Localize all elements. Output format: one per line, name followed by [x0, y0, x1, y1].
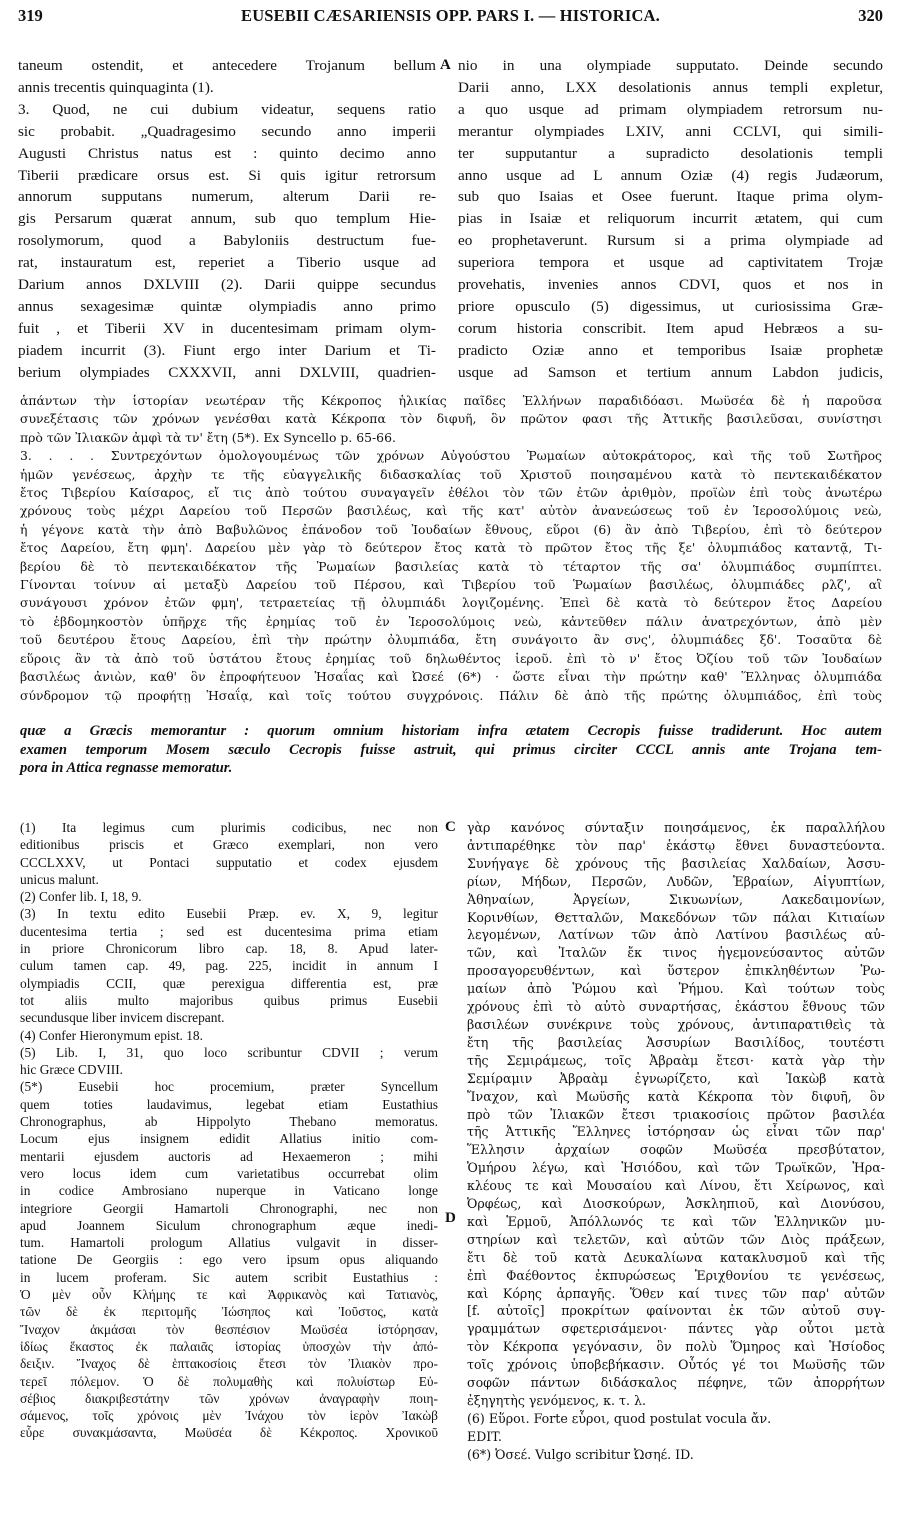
note-line: in lucem proferam. Sic autem scribit Eustathius : — [20, 1269, 438, 1285]
latin-translation-block — [20, 722, 882, 778]
note-line: in codice Ambrosiano nuperque in Vaticano longe — [20, 1183, 438, 1199]
note-line: ducentesima tertia ; sed est ducentesima prima etiam — [20, 923, 438, 939]
greek-line: συνάγουσι χρόνον ἐτῶν φμη', τετραετείας τῇ ὀλυμπιάδι λογιζομένης. Ἐπεὶ δὲ κατὰ τὸ δεύτερον ἔτος Δαρείου — [20, 595, 882, 611]
note-line: σέβιος διακριβεστάτην τῶν χρόνων ἀναγραφὴν ποιη- — [20, 1390, 438, 1406]
note-line: Ἴναχον ἀκμάσαι τὸν θεσπέσιον Μωϋσέα ἱστόρησαν, — [20, 1321, 438, 1337]
note-line: (1) Ita legimus cum plurimis codicibus, nec non — [20, 820, 438, 835]
note-line: Κορινθίων, Θετταλῶν, Μακεδόνων τῶν πάλαι Κιτιαίων — [467, 909, 885, 925]
note-line: CCCLXXV, ut Pontaci supputatio et codex ejusdem — [20, 854, 438, 870]
note-line: tot aliis multo majoribus quibus primus Eusebii — [20, 992, 438, 1008]
text-line: sic probabit. „Quadragesimo secundo anno imperii — [18, 122, 436, 140]
note-line: Ὁ μὲν οὖν Κλήμης τε καὶ Ἀφρικανὸς καὶ Τατιανὸς, — [20, 1287, 438, 1303]
text-line: rat, instauratum est, reperiet a Tiberio usque ad — [18, 254, 436, 272]
note-line: τοῖς χρόνοις ὑποβεβήκασιν. Οὗτός γέ τοι Μωϋσῆς τῶν — [467, 1357, 885, 1373]
greek-line: 3. . . . Συντρεχόντων ὁμολογουμένως τῶν χρόνων Αὐγούστου Ῥωμαίων αὐτοκράτορος, καὶ τῆς τοῦ Σωτῆρος — [20, 448, 882, 464]
greek-line: Γίνονται τοίνυν αἱ μεταξὺ Δαρείου τοῦ Πέρσου, καὶ Τιβερίου τοῦ Ῥωμαίων βασιλέως, ὀλυμπιάδες ρλζ', αἳ — [20, 577, 882, 593]
note-line: quem toties laudavimus, legebat etiam Eustathius — [20, 1096, 438, 1112]
text-line: corum historia conscribit. Item apud Hebræos a su- — [458, 319, 883, 337]
note-line: τῶν δὲ ἐκ περιτομῆς Ἰώσηπος καὶ Ἰοῦστος, κατὰ — [20, 1304, 438, 1320]
note-line: secundusque liber invicem discrepant. — [20, 1010, 225, 1026]
note-line: τὸν Κέκροπα γεγόνασιν, ὃν πολὺ Ὅμηρος καὶ Ἡσίοδος — [467, 1339, 885, 1355]
note-line: καὶ Κόρης ἁρπαγῆς. Ὅθεν καί τινες τῶν παρ' αὐτῶν — [467, 1285, 885, 1301]
translation-line: pora in Attica regnasse memoratur. — [20, 760, 233, 777]
page-number-right: 320 — [858, 6, 883, 25]
text-line: nio in una olympiade supputato. Deinde secundo — [458, 57, 883, 74]
text-line: annorum supputans numerum, alterum Darii re- — [18, 188, 436, 206]
translation-line: examen temporum Mosem sæculo Cecropis fuisse astruit, qui primus circiter CCCL annis ante Trojana tem- — [20, 741, 882, 758]
note-line: (6) Εὕροι. Forte εὗροι, quod postulat vocula ἄν. — [467, 1410, 772, 1426]
text-line: superiora tempora et usque ad captivitatem Trojæ — [458, 254, 883, 272]
note-line: ἰδίως ἕκαστος ἐκ παλαιᾶς ἱστορίας ὑποσχὼν τὴν ἀπό- — [20, 1338, 438, 1354]
footnotes-right-column — [467, 819, 885, 1464]
note-line: καὶ Ἑρμοῦ, Ἀπόλλωνός τε καὶ τῶν Ἑλληνικῶν μυ- — [467, 1213, 885, 1229]
greek-line: εὕροις ἂν τὰ ἀπὸ τοῦ ὑστάτου ἔτους ἐρημίας τοῦ δηλωθέντος ἱεροῦ. ἐπὶ τὸ ν' ἔτος Ὀζίου τοῦ τῶν Ἰουδαίων — [20, 650, 882, 666]
greek-line: ἡ γέγονε κατὰ τὴν ἀπὸ Βαβυλῶνος ἐπάνοδον τοῦ Ἰουδαίων ἔθνους, εὕροι (6) ἂν ἀπὸ Τιβερίου, ἐπὶ τὸ δεύτερον — [20, 521, 882, 537]
text-line: provehatis, invenies annos CDVI, quos et nos in — [458, 276, 883, 294]
note-line: (2) Confer lib. I, 18, 9. — [20, 889, 142, 905]
text-line: 3. Quod, ne cui dubium videatur, sequens ratio — [18, 100, 436, 118]
greek-line: τοῦ δευτέρου ἔτους Δαρείου, ἐπὶ τὴν πρώτην ὀλυμπιάδα, ἔτη συνάγοιτο ἂν σνς', ὀλυμπιάδες ξδ'. Τοσαῦτα δὲ — [20, 632, 882, 648]
note-line: apud Joannem Siculum chronographum æque inedi- — [20, 1217, 438, 1233]
note-line: τῆς Σεμιράμεως, τοῖς Ἀβραὰμ ἔτεσι· κατὰ γὰρ τὴν — [467, 1052, 885, 1068]
text-line: anno usque ad L annum Oziæ (4) regis Judæorum, — [458, 166, 883, 184]
margin-mark-d: D — [445, 1210, 456, 1226]
note-line: ἔτι δὲ τοῦ κατὰ Δευκαλίωνα κατακλυσμοῦ καὶ τῆς — [467, 1249, 885, 1265]
text-line: merantur olympiades LXIV, anni CCLVI, qui simili- — [458, 122, 883, 140]
note-line: κλέους τε καὶ Μουσαίου καὶ Λίνου, ἔτι Χείρωνος, καὶ — [467, 1178, 885, 1194]
greek-line: πρὸ τῶν Ἰλιακῶν ἀμφὶ τὰ τν' ἔτη (5*). Ex Syncello p. 65-66. — [20, 429, 396, 445]
note-line: ἐξηγητὴς γενόμενος, κ. τ. λ. — [467, 1393, 647, 1408]
text-line: a quo usque ad primam olympiadem retrorsum nu- — [458, 100, 883, 118]
note-line: στηρίων καὶ τελετῶν, καὶ αὐτῶν τῶν Διὸς πράξεων, — [467, 1231, 885, 1247]
text-line: eo prophetaverunt. Rursum si a prima olympiade ad — [458, 232, 883, 250]
note-line: Σεμίραμιν Ἀβραὰμ ἐγνωρίζετο, καὶ Ἰακὼβ κατὰ — [467, 1070, 885, 1086]
note-line: ἀντιπαρέθηκε τὸν παρ' ἑκάστῳ ἔθνει δυναστεύοντα. — [467, 837, 885, 853]
greek-line: τὸ ἑβδομηκοστὸν ὑπῆρχε τῆς ἐρημίας τοῦ ἐν Ἱεροσολύμοις νεὼ, κἀντεῦθεν πάλιν ἀνατρεχόντων, ἀπὸ μὲν — [20, 613, 882, 629]
note-line: (4) Confer Hieronymum epist. 18. — [20, 1027, 203, 1043]
note-line: mentarii ejusdem auctoris ad Hexaemeron ; mihi — [20, 1148, 438, 1164]
note-line: γὰρ κανόνος σύνταξιν ποιησάμενος, ἐκ παραλλήλου — [467, 820, 885, 835]
note-line: [f. αὐτοῖς] προκρίτων φαίνονται ἐκ τῶν αὐτοῦ συγ- — [467, 1303, 885, 1319]
note-line: Ἴναχον, καὶ Μωϋσῆς κατὰ Κέκροπα τὸν διφυῆ, ὃν — [467, 1088, 885, 1104]
text-line: fuit , et Tiberii XV in ducentesimam primam olym- — [18, 319, 436, 337]
note-line: Locum ejus insignem edidit Allatius initio com- — [20, 1131, 438, 1147]
note-line: ἔτη τῆς βασιλείας Ἀσσυρίων Βασιλίδος, τουτέστι — [467, 1034, 885, 1050]
text-line: sub quo Isaias et Osee fuerunt. Itaque prima olym- — [458, 188, 883, 206]
note-line: μαίων ἀπὸ Ῥώμου καὶ Ῥήμου. Καὶ τούτων τοὺς — [467, 981, 885, 997]
note-line: προσαγορευθέντων, καὶ ὕστερον ἐπικληθέντων Ῥω- — [467, 963, 885, 979]
text-line: gis Persarum quærat annum, sub quo templum Hie- — [18, 210, 436, 228]
note-line: hic Græce CDVIII. — [20, 1062, 123, 1078]
note-line: olympiadis CCII, quæ perexigua differentia est, præ — [20, 975, 438, 991]
text-line: annus sexagesimæ quintæ olympiadis anno primo — [18, 297, 436, 315]
running-header — [18, 6, 883, 36]
note-line: unicus malunt. — [20, 871, 99, 887]
note-line: in priore Chronicorum libro cap. 18, 8. Apud later- — [20, 941, 438, 957]
note-line: integriore Georgii Hamartoli Chronographi, nec non — [20, 1200, 438, 1216]
greek-line: ἡμῶν γενέσεως, ἀρχὴν τε τῆς εὐαγγελικῆς διδασκαλίας τοῦ Χριστοῦ ποιησαμένου κατὰ τὸ πεντεκαιδέκατον — [20, 466, 882, 482]
note-line: τῶν, καὶ Ἰταλῶν ἔκ τινος ἡγεμονεύσαντος αὐτῶν — [467, 945, 885, 961]
greek-line: βασιλέως ἀνιὼν, καθ' ὃν ἐπροφήτευον Ἡσαΐας καὶ Ὠσεέ (6*) · ὥστε εἶναι τὴν πρώτην καθ' Ἕλληνας ὀλυμπιάδα — [20, 669, 882, 685]
note-line: Ὀρφέως, καὶ Διοσκούρων, Ἀσκληπιοῦ, καὶ Διονύσου, — [467, 1196, 885, 1212]
note-line: EDIT. — [467, 1428, 502, 1444]
greek-line: βερίου δὲ τὸ πεντεκαιδέκατον τῆς Ῥωμαίων βασιλείας κατὰ τὸ τέταρτον τῆς σα' ὀλυμπιάδος συμπίπτει. — [20, 558, 882, 574]
note-line: editionibus priscis et Græco exemplari, non vero — [20, 837, 438, 853]
note-line: σοφῶν πάντων διδάσκαλος πέφηνε, τῶν ἀπορρήτων — [467, 1375, 885, 1391]
greek-line: ἔτος Τιβερίου Καίσαρος, εἴ τις ἀπὸ τούτου συναγαγεῖν ἐθέλοι τὸν τῶν ἐτῶν ἀριθμὸν, προϊὼν ἐπὶ τοὺς ἀνωτέρω — [20, 485, 882, 501]
note-line: Ἀθηναίων, Ἀργείων, Σικυωνίων, Λακεδαιμονίων, — [467, 891, 885, 907]
note-line: culum tamen cap. 49, pag. 225, incidit in annum I — [20, 958, 438, 974]
margin-mark-c: C — [445, 819, 456, 835]
note-line: σάμενος, τοῖς χρόνοις μὲν Ἰνάχου τὸν ἱερὸν Ἰακὼβ — [20, 1408, 438, 1424]
note-line: δειξιν. Ἴναχος δὲ ἑπτακοσίοις ἔτεσι τὸν Ἰλιακὸν προ- — [20, 1356, 438, 1372]
text-line: taneum ostendit, et antecedere Trojanum bellum — [18, 57, 436, 74]
note-line: τερεῖ πόλεμον. Ὁ δὲ πολυμαθὴς καὶ πολυίστωρ Εὐ- — [20, 1373, 438, 1389]
greek-line: σύνδρομον τῷ προφήτῃ Ἡσαΐᾳ, καὶ τοῖς τούτου συγχρόνοις. Πάλιν δὲ ἀπὸ τῆς πρώτης ὀλυμπιάδος, ἐπὶ τοὺς — [20, 687, 882, 703]
greek-line: ἔτος Δαρείου, ἔτη φμη'. Δαρείου μὲν γὰρ τὸ δεύτερον ἔτος κατὰ τὸ πρῶτον ἔτος τῆς ξε' ὀλυμπιάδος καταντᾷ, Τι- — [20, 540, 882, 556]
note-line: vero locus idem cum varietatibus occurrebat olim — [20, 1165, 438, 1181]
note-line: (6*) Ὀσεέ. Vulgo scribitur Ὠσηέ. ID. — [467, 1446, 694, 1462]
margin-mark-a: A — [440, 57, 451, 73]
note-line: (5) Lib. I, 31, quo loco scribuntur CDVII ; verum — [20, 1044, 438, 1060]
greek-line: ἁπάντων τὴν ἱστορίαν νεωτέραν τῆς Κέκροπος ἡλικίας παῖδες Ἑλλήνων παραδιδόασι. Μωϋσέα δὲ ἡ παροῦσα — [20, 393, 882, 408]
text-line: ter supputantur a supradicto desolationis templi — [458, 144, 883, 162]
text-line: Augusti Christus natus est : quinto decimo anno — [18, 144, 436, 162]
note-line: λεγομένων, Λατίνων τῶν ἀπὸ Λατίνου βασιλέως αὐ- — [467, 927, 885, 943]
greek-text-full-width — [20, 392, 882, 705]
note-line: Ὁμήρου λέγω, καὶ Ἡσιόδου, καὶ τῶν Τρωϊκῶν, Ἡρα- — [467, 1160, 885, 1176]
note-line: tum. Hamartoli prologum Allatius vulgavit in disser- — [20, 1235, 438, 1251]
text-line: pias in Isaiæ et reliquorum incurrit ætatem, qui cum — [458, 210, 883, 228]
note-line: tatione De Georgiis : ego vero ipsum opus aliquando — [20, 1252, 438, 1268]
translation-line: quæ a Græcis memorantur : quorum omnium historiam infra ætatem Cecropis fuisse tradiderunt. Hoc autem — [20, 723, 882, 739]
note-line: χρόνους ἐπὶ τὸ αὐτὸ συναρτήσας, ἑκάστου ἔθνους τῶν — [467, 999, 885, 1015]
latin-text-left-column — [18, 55, 436, 384]
note-line: γραμμάτων σφετερισάμενοι· πάντες γὰρ οὗτοι μετὰ — [467, 1321, 885, 1337]
note-line: βασιλέων συνέκρινε τοὺς χρόνους, ἀντιπαρατιθεὶς τὰ — [467, 1016, 885, 1032]
text-line: annis trecentis quinquaginta (1). — [18, 78, 214, 96]
note-line: Ἕλλησιν ἀρχαίων σοφῶν Μωϋσέα πρεσβύτατον, — [467, 1142, 885, 1158]
greek-line: χρόνους τοὺς μέχρι Δαρείου τοῦ Περσῶν βασιλέως, καὶ τῆς κατ' αὐτὸν ἀνανεώσεως τοῦ ἐν Ἱεροσολύμοις νεὼ, — [20, 503, 882, 519]
note-line: Chronographus, ab Hippolyto Thebano memoratus. — [20, 1114, 438, 1130]
note-line: εὗρε συνακμάσαντα, Μωϋσέα δὲ Κέκροπος. Χρονικοῦ — [20, 1425, 438, 1441]
text-line: priore opusculo (5) digessimus, ut curiosissima Græ- — [458, 297, 883, 315]
text-line: berium olympiades CXXXVII, anni DXLVIII, quadrien- — [18, 363, 436, 381]
latin-text-right-column — [458, 55, 883, 384]
greek-line: συνεξέτασις τῶν χρόνων γενέσθαι κατὰ Κέκροπα τὸν διφυῆ, ὃν πρῶτον φασι τῆς Ἀττικῆς βασιλεῦσαι, συνίστησι — [20, 411, 882, 427]
text-line: pradicto Oziæ anno et temporibus Isaiæ prophetæ — [458, 341, 883, 359]
text-line: Darium annos DXLVIII (2). Darii quippe secundus — [18, 276, 436, 294]
text-line: Tiberii prædicare orsus est. Si quis igitur retrorsum — [18, 166, 436, 184]
note-line: πρὸ τῶν Ἰλιακῶν ἔτεσι τριακοσίοις πρῶτον βασιλέα — [467, 1106, 885, 1122]
note-line: (3) In textu edito Eusebii Præp. ev. X, 9, legitur — [20, 906, 438, 922]
page-number-left: 319 — [18, 6, 43, 25]
note-line: ρίων, Μήδων, Περσῶν, Λυδῶν, Ἑβραίων, Αἰγυπτίων, — [467, 873, 885, 889]
text-line: usque ad Samson et tertium annum Labdon judicis, — [458, 363, 883, 381]
running-title: EUSEBII CÆSARIENSIS OPP. PARS I. — HISTORICA. — [240, 6, 661, 25]
note-line: τῆς Ἀττικῆς Ἕλληνες ἱστόρησαν ὡς εἶναι τῶν παρ' — [467, 1124, 885, 1140]
text-line: rosolymorum, quod a Babyloniis destructum fue- — [18, 232, 436, 250]
footnotes-left-column — [20, 819, 438, 1442]
text-line: piadem incurrit (3). Fiunt ergo inter Darium et Ti- — [18, 341, 436, 359]
note-line: Συνήγαγε δὲ χρόνους τῆς βασιλείας Χαλδαίων, Ἀσσυ- — [467, 855, 885, 871]
note-line: (5*) Eusebii hoc procemium, præter Syncellum — [20, 1079, 438, 1095]
note-line: ἐπὶ Φαέθοντος ἐκπυρώσεως Ἐριχθονίου τε γενέσεως, — [467, 1267, 885, 1283]
text-line: Darii anno, LXX desolationis annus templi expletur, — [458, 78, 883, 96]
